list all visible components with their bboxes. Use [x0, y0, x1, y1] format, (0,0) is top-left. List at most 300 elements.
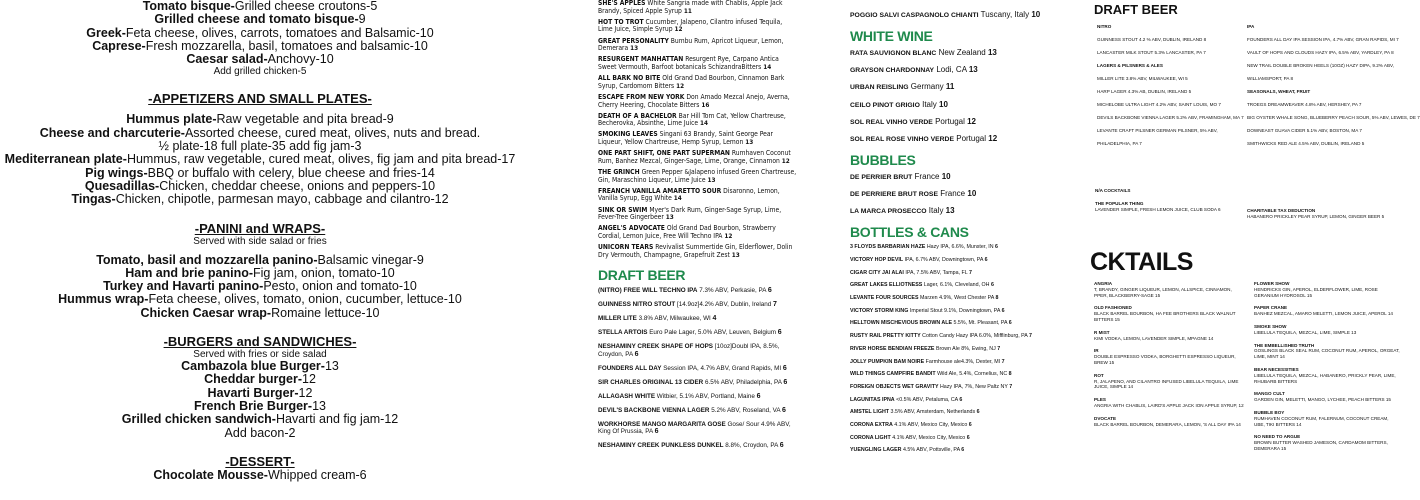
item-desc: Witbier, 5.1% ABV, Portland, Maine — [656, 392, 755, 400]
draft-line: MILLER LITE 3.8% ABV, MILWAUKEE, WI 5 — [1097, 75, 1188, 81]
item-name: FOUNDERS ALL DAY — [598, 364, 662, 372]
item-price: 6 — [756, 392, 761, 400]
bubbles-item — [850, 172, 1070, 182]
item-name: GRAYSON CHARDONNAY — [850, 67, 935, 75]
item-price: 13 — [745, 138, 754, 147]
na-cocktails — [1095, 188, 1245, 213]
item-name: Havarti Burger- — [207, 385, 299, 400]
item-price: 6 — [781, 406, 786, 414]
item-desc: 8.8%, Croydon, PA — [725, 442, 778, 450]
item-desc: LIBELULA TEQUILA, MEZCAL, HABANERO, PRICKLY PEAR, LIME, RHUBARB BITTERS — [1254, 372, 1396, 384]
item-name: BUBBLE BOY — [1254, 409, 1285, 415]
item-name: ALLAGASH WHITE — [598, 392, 656, 400]
draft-line: DOWNEAST GUAVA CIDER 5.1% ABV, BOSTON, MA 7 — [1247, 127, 1362, 133]
wine-item — [850, 65, 1070, 75]
cocktails-left-column — [1094, 281, 1244, 434]
draft-line: MICHELOBE ULTRA LIGHT 4.2% ABV, SAINT LOUIS, MO 7 — [1097, 101, 1221, 107]
burgers-title: -BURGERS and SANDWICHES- — [163, 334, 357, 350]
item-desc: Brown Ale 8%, Ewing, NJ — [935, 345, 996, 352]
draft-line: LEVANTE CRAFT PILSNER GERMAN PILSNER, 5% ABV, — [1097, 127, 1218, 133]
item-price: 12 — [781, 156, 790, 165]
na-right-item: CHARITABLE TAX DEDUCTION HABANERO PRICKLEY PEAR SYRUP, LEMON, GINGER BEER 5 — [1247, 208, 1385, 219]
cocktail-item — [1094, 330, 1244, 342]
item-desc: Gose/ Sour 4.9% ABV, King Of Prussia, PA — [598, 420, 791, 436]
item-name: NESHAMINY CREEK SHAPE OF HOPS — [598, 343, 713, 351]
item-name: DE PERRIERE BRUT ROSE — [850, 191, 938, 199]
item-desc: GOSLINGS BLACK SEAL RUM, COCONUT RUM, APEROL, ORGEAT, LIME, MINT 14 — [1254, 348, 1400, 360]
bottle-item — [850, 384, 1070, 390]
item-desc: ½ plate-18 full plate-35 add fig jam-3 — [158, 139, 362, 154]
item-desc: Chicken, cheddar cheese, onions and peppers-10 — [159, 178, 436, 193]
item-desc: 4.1% ABV, Mexico City, Mexico — [892, 434, 966, 441]
wine-item — [850, 82, 1070, 92]
item-price: 6 — [783, 378, 788, 386]
item-desc: Old Grand Dad Bourbon, Strawberry Cordial, Lemon Juice, Free Will Techno IPA — [598, 224, 776, 240]
bar-menu-panel — [1090, 0, 1420, 500]
draft-line: TROEGS DREAMWEAVER 4.8% ABV, HERSHEY, PA 7 — [1247, 101, 1362, 107]
item-name: Hummus wrap- — [58, 292, 149, 307]
bottle-item — [850, 359, 1070, 365]
menu-item — [0, 280, 520, 293]
item-name: Ham and brie panino- — [125, 265, 254, 280]
item-name: MILLER LITE — [598, 315, 637, 323]
draft-line: SMITHWICKS RED ALE 4.5% ABV, DUBLIN, IRELAND 5 — [1247, 140, 1365, 146]
cocktail-item — [1094, 348, 1244, 365]
menu-item — [0, 193, 520, 206]
panini-subtitle: Served with side salad or fries — [193, 235, 327, 247]
menu-item — [0, 40, 520, 53]
menu-item — [0, 167, 520, 180]
draft-line: NEW TRAIL DOUBLE BROKEN HEELS (10OZ) HAZY DIPA, 9.2% ABV, — [1247, 62, 1394, 68]
item-desc: Hazy IPA, 7%, New Paltz NY — [939, 383, 1008, 390]
menu-item — [0, 13, 520, 26]
appetizers-list — [0, 113, 520, 206]
item-name: LEVANTE FOUR SOURCES — [850, 295, 919, 302]
item-name: Quesadillas- — [84, 178, 160, 193]
cocktail-item — [598, 150, 798, 165]
item-desc: Marzen 4.9%, West Chester PA — [919, 295, 994, 302]
item-price: 14 — [763, 62, 772, 71]
menu-item — [0, 254, 520, 267]
menu-item — [0, 153, 520, 166]
item-desc: Feta cheese, olives, carrots, tomatoes and Balsamic-10 — [125, 25, 434, 40]
menu-item — [0, 127, 520, 140]
bottle-item — [850, 409, 1070, 415]
item-name: RATA SAUVIGNON BLANC — [850, 50, 937, 57]
draft-beer-list — [598, 287, 798, 449]
cocktail-list — [598, 0, 798, 259]
item-name: FREANCH VANILLA AMARETTO SOUR — [598, 186, 722, 195]
item-desc: Imperial Stout 9.1%, Downingtown, PA — [909, 307, 1001, 314]
item-desc: Old Grand Dad Bourbon, Cinnamon Bark Syrup, Cardomom Bitters — [598, 74, 785, 90]
item-desc: Fig jam, onion, tomato-10 — [253, 265, 395, 280]
cocktail-item — [598, 19, 798, 34]
cocktail-item — [1254, 305, 1400, 317]
item-name: WORKHORSE MANGO MARGARITA GOSE — [598, 420, 726, 428]
item-desc: Tuscany, Italy — [980, 10, 1030, 19]
cocktail-item — [598, 56, 798, 71]
item-name: STELLA ARTOIS — [598, 329, 648, 337]
item-desc: BBQ or buffalo with celery, blue cheese and fries-14 — [147, 165, 435, 180]
bottle-item — [850, 422, 1070, 428]
item-name: Caprese- — [92, 38, 146, 53]
item-name: Cheese and charcuterie- — [39, 125, 185, 140]
item-desc: Portugal — [935, 116, 965, 126]
item-desc: 9 — [358, 12, 366, 27]
item-name: YUENGLING LAGER — [850, 447, 902, 454]
item-desc: Pesto, onion and tomato-10 — [263, 279, 417, 294]
cocktail-item — [598, 244, 798, 259]
cocktail-item — [598, 94, 798, 109]
item-desc: 7.3% ABV, Perkasie, PA — [699, 287, 767, 295]
item-desc: GARDEN GIN, MELETTI, MANGO, LYCHEE, PEACH BITTERS 15 — [1254, 397, 1391, 403]
item-name: DEVIL'S BACKBONE VIENNA LAGER — [598, 406, 710, 414]
item-name: CORONA EXTRA — [850, 421, 893, 428]
item-desc: Chicken, chipotle, parmesan mayo, cabbage and cilantro-12 — [115, 192, 449, 207]
item-name: ONE PART SHIFT, ONE PART SUPERMAN — [598, 149, 730, 158]
item-price: 6 — [779, 442, 784, 450]
item-name: Pig wings- — [85, 165, 148, 180]
menu-item — [0, 413, 520, 426]
item-desc: Portugal — [956, 133, 987, 143]
item-name: FOREIGN OBJECTS WET GRAVITY — [850, 383, 939, 390]
item-name: Tingas- — [71, 192, 116, 207]
item-desc: Cucumber, Jalapeno, Cilantro infused Tequila, Lime Juice, Simple Syrup — [598, 17, 783, 34]
item-desc: BLACK BARREL BOURBON, HA FEE BROTHERS BLACK WALNUT BITTERS 15 — [1094, 311, 1236, 322]
item-name: 3 FLOYDS BARBARIAN HAZE — [850, 244, 926, 251]
item-name: HELLTOWN MISCHEVIOUS BROWN ALE — [850, 320, 953, 327]
item-price: 4 — [712, 315, 717, 323]
menu-item — [0, 0, 520, 13]
cocktail-item — [1094, 416, 1244, 428]
draft-line: FOUNDERS ALL DAY IPA SESSION IPA, 4.7% ABV, GRAN RAPIDS, MI 7 — [1247, 36, 1399, 42]
item-desc: France — [914, 171, 940, 181]
draft-item — [598, 365, 798, 372]
cocktail-item — [1094, 305, 1244, 322]
item-desc: Bar Hill Tom Cat, Yellow Chartreuse, Becherovka, Absinthe, Lime Juice — [598, 111, 786, 128]
item-name: R MIST — [1094, 329, 1110, 335]
item-name: Cheddar burger- — [204, 372, 303, 387]
item-name: WILD THINGS CAMPFIRE BANDIT — [850, 371, 936, 378]
item-price: 7 — [968, 269, 972, 276]
bubbles-title: BUBBLES — [850, 151, 916, 168]
item-desc: BLACK BARREL BOURBON, DEMERARA, LEMON, 'S ALL DAY IPA 14 — [1094, 421, 1241, 427]
item-name: Chicken Caesar wrap- — [140, 305, 272, 320]
na-left-item: THE POPULAR THING LAVENDER SIMPLE, FRESH LEMON JUICE, CLUB SODA 6 — [1095, 200, 1221, 212]
item-name: OLD FASHIONED — [1094, 305, 1132, 311]
menu-item — [0, 373, 520, 386]
item-desc: Anchovy-10 — [267, 52, 334, 67]
draft-item — [598, 442, 798, 449]
item-desc: 4.5% ABV, Pottsville, PA — [902, 447, 960, 454]
item-price: 12 — [674, 25, 683, 34]
cocktail-item — [598, 75, 798, 90]
item-desc: Singani 63 Brandy, Saint George Pear Liqueur, Yellow Chartreuse, Hemp Syrup, Lemon — [598, 130, 773, 147]
item-desc: R, JALAPENO, AND CILANTRO INFUSED LIBELULA TEQUILA, LIME JUICE, SIMPLE 14 — [1094, 378, 1239, 390]
item-price: 13 — [731, 250, 740, 259]
draft-item — [598, 379, 798, 386]
menu-item — [0, 27, 520, 40]
item-desc: Feta cheese, olives, tomato, onion, cucumber, lettuce-10 — [148, 292, 462, 307]
draft-line: GUINNESS STOUT 4.2 % ABV, DUBLIN, IRELAND 8 — [1097, 36, 1207, 42]
item-price: 10 — [967, 189, 977, 199]
item-desc: Don Amado Mezcal Anejo, Averna, Cherry Heering, Chocolate Bitters — [598, 92, 790, 109]
item-desc: Italy — [922, 99, 937, 109]
dessert-title: -DESSERT- — [225, 453, 295, 469]
item-name: ANGRIA — [1094, 281, 1113, 286]
item-desc: 5.2% ABV, Roseland, VA — [711, 406, 781, 414]
item-price: 12 — [988, 133, 998, 143]
item-name: SINK OR SWIM — [598, 205, 648, 214]
bottle-item — [850, 371, 1070, 377]
item-desc: DOUBLE ESPRESSO VODKA, BORGHETTI ESPRESSO LIQUEUR, BREW 15 — [1094, 354, 1236, 365]
item-desc: [10oz]Doubl IPA, 8.5%, Croydon, PA — [598, 343, 780, 358]
item-name: ESCAPE FROM NEW YORK — [598, 92, 685, 101]
item-price: 13 — [945, 206, 955, 216]
item-name: BEAR NECESSITIES — [1254, 366, 1299, 372]
bottle-item — [850, 333, 1070, 339]
draft-beer-title: DRAFT BEER — [598, 267, 686, 284]
item-name: LAGUNITAS IPNA — [850, 396, 895, 403]
item-name: HOT TO TROT — [598, 17, 644, 26]
menu-item — [0, 53, 520, 66]
item-price: 7 — [1001, 358, 1005, 365]
item-price: 7 — [1009, 383, 1013, 390]
item-name: (NITRO) FREE WILL TECHNO IPA — [598, 287, 698, 295]
cocktail-item — [1094, 281, 1244, 298]
item-price: 13 — [665, 213, 674, 222]
item-desc: Assorted cheese, cured meat, olives, nuts and bread. — [184, 125, 481, 140]
item-price: 6 — [995, 244, 998, 251]
item-name: CEILO PINOT GRIGIO — [850, 101, 920, 109]
item-desc: New Zealand — [938, 48, 986, 57]
item-price: 7 — [773, 301, 777, 309]
item-name: SHE'S APPLES — [598, 0, 646, 7]
nitro-label: NITRO — [1097, 24, 1112, 29]
item-price: 14 — [700, 119, 709, 128]
bottle-item — [850, 282, 1070, 288]
bottle-item — [850, 435, 1070, 441]
item-desc: Revivalist Summertide Gin, Elderflower, Dolin Dry Vermouth, Champagne, Grapefruit Zest — [598, 243, 793, 259]
cocktail-item — [598, 207, 798, 222]
wine-item — [850, 134, 1070, 144]
draft-line: IPA — [1247, 24, 1255, 29]
item-price: 6 — [990, 282, 994, 289]
red-wine-list — [850, 10, 1070, 20]
item-name: SMOKE SHOW — [1254, 323, 1287, 329]
cocktails-draft-panel — [598, 0, 798, 500]
cocktail-item — [598, 131, 798, 146]
item-name: CORONA LIGHT — [850, 434, 891, 441]
item-name: Grilled chicken sandwich- — [121, 412, 276, 427]
bottles-title: BOTTLES & CANS — [850, 224, 969, 241]
item-name: Greek- — [86, 25, 126, 40]
cocktail-item — [1254, 367, 1400, 384]
cocktail-item — [1254, 391, 1400, 403]
item-desc: 6.5% ABV, Philadelphia, PA — [704, 378, 782, 386]
item-desc: Lager, 6.1%, Cleveland, OH — [923, 282, 990, 289]
menu-item — [0, 360, 520, 373]
draft-item — [598, 301, 798, 308]
cocktail-item — [1254, 410, 1400, 427]
na-title: N/A COCKTAILS — [1095, 188, 1131, 193]
menu-item — [0, 113, 520, 126]
item-price: 6 — [767, 287, 772, 295]
cocktail-item — [1254, 343, 1400, 360]
item-price: 6 — [959, 396, 963, 403]
item-price: 6 — [976, 409, 980, 416]
draft-item — [598, 407, 798, 414]
item-price: 10 — [1031, 10, 1041, 19]
item-desc: IPA, 7.5% ABV, Tampa, FL — [905, 269, 968, 276]
burgers-list — [0, 360, 520, 426]
item-price: 14 — [673, 194, 682, 203]
item-desc: Romaine lettuce-10 — [271, 305, 380, 320]
item-desc: Italy — [928, 206, 944, 216]
item-name: CIGAR CITY JAI ALAI — [850, 269, 904, 276]
item-name: MANGO CULT — [1254, 391, 1285, 397]
food-menu-panel — [0, 0, 520, 500]
menu-item — [0, 293, 520, 306]
bubbles-list — [850, 172, 1070, 216]
draft-line: BIG OYSTER WHALE SONG, BLUEBERRY PEACH SOUR, 5% ABV, LEWES, DE 7 — [1247, 114, 1420, 120]
item-desc: Grilled cheese croutons-5 — [234, 0, 378, 13]
bottle-item — [850, 397, 1070, 403]
item-desc: Green Pepper &Jalapeno infused Green Chartreuse, Gin, Maraschino Liqueur, Lime Juice — [598, 168, 797, 184]
item-name: Mediterranean plate- — [4, 152, 127, 167]
item-name: RUSTY RAIL PRETTY KITTY — [850, 333, 921, 340]
wine-item — [850, 117, 1070, 127]
draft-item — [598, 287, 798, 294]
item-price: 8 — [995, 295, 999, 302]
bottles-list — [850, 244, 1070, 453]
item-desc: Balsamic vinegar-9 — [317, 252, 424, 267]
cocktail-item — [1254, 281, 1400, 298]
item-name: IR — [1094, 348, 1099, 354]
item-desc: Havarti and fig jam-12 — [275, 412, 399, 427]
item-desc: 3.8% ABV, Milwaukee, WI — [638, 315, 711, 323]
item-name: NESHAMINY CREEK PUNKLESS DUNKEL — [598, 442, 724, 450]
cocktail-item — [1094, 397, 1244, 409]
draft-line: SEASONALS, WHEAT, FRUIT — [1247, 88, 1311, 94]
item-price: 13 — [630, 44, 639, 53]
draft-line: LANCASTER MILK STOUT 5.3% LANCASTER, PA 7 — [1097, 49, 1206, 55]
item-name: PLES — [1094, 397, 1106, 403]
item-name: RESURGENT MANHATTAN — [598, 55, 684, 64]
item-desc: 4.1% ABV, Mexico City, Mexico — [894, 421, 968, 428]
wine-bottles-panel — [850, 0, 1070, 500]
cocktail-item — [1254, 434, 1400, 451]
item-price: 11 — [945, 82, 955, 92]
item-desc: HENDRICKS GIN, APEROL, ELDERFLOWER, LIME, ROSE GERANIUM HYDROSOL 15 — [1254, 286, 1378, 298]
cocktail-item — [598, 38, 798, 53]
menu-item — [0, 140, 520, 153]
draft-line: LAGERS & PILSNERS & ALES — [1097, 62, 1163, 68]
item-desc: IPA, 6.7% ABV, Downingtown, PA — [904, 257, 984, 263]
item-name: ROT — [1094, 372, 1104, 378]
cocktails-right-column — [1254, 281, 1400, 459]
cocktail-item — [1094, 373, 1244, 390]
menu-item — [0, 180, 520, 193]
item-desc: Hummus, raw vegetable, cured meat, olives, fig jam and pita bread-17 — [126, 152, 516, 167]
bubbles-item — [850, 189, 1070, 199]
white-wine-title: WHITE WINE — [850, 28, 933, 44]
bottle-item — [850, 346, 1070, 352]
draft-line: WILLIAMSPORT, PA 8 — [1247, 75, 1294, 81]
wine-item — [850, 48, 1070, 58]
item-name: LA MARCA PROSECCO — [850, 208, 927, 216]
draft-item — [598, 343, 798, 358]
draft-line: HARP LAGER 4.3% AB, DUBLIN, IRELAND 5 — [1097, 88, 1192, 94]
item-desc: France — [940, 189, 966, 199]
cocktail-item — [598, 0, 798, 15]
burger-note: Add bacon-2 — [224, 425, 296, 440]
item-name: UNICORN TEARS — [598, 243, 654, 252]
item-desc: <0.5% ABV, Petaluma, CA — [896, 396, 958, 403]
item-desc: BROWN BUTTER WASHED JAMESON, CARDAMOM BITTERS, DEMERARA 15 — [1254, 440, 1388, 451]
item-name: Turkey and Havarti panino- — [103, 279, 264, 294]
menu-item — [0, 267, 520, 280]
item-name: DEATH OF A BACHELOR — [598, 111, 677, 120]
item-desc: [14.9oz]4.2% ABV, Dublin, Ireland — [676, 301, 772, 309]
item-desc: Raw vegetable and pita bread-9 — [216, 112, 394, 127]
item-price: 13 — [968, 65, 978, 75]
item-name: POGGIO SALVI CASPAGNOLO CHIANTI — [850, 12, 979, 19]
burgers-subtitle: Served with fries or side salad — [193, 349, 327, 361]
item-name: JOLLY PUMPKIN BAM NOIRE — [850, 358, 925, 365]
item-price: 6 — [984, 257, 988, 263]
cocktails-title: CKTAILS — [1090, 248, 1193, 276]
draft-right-column — [1247, 24, 1420, 154]
item-desc: Bumbu Rum, Apricot Liqueur, Lemon, Demerara — [598, 36, 784, 53]
item-price: 16 — [701, 100, 710, 109]
bubbles-item — [850, 206, 1070, 216]
item-desc: Rumhaven Coconut Rum, Banhez Mezcal, Ginger-Sage, Lime, Orange, Cinnamon — [598, 149, 791, 165]
draft-item — [598, 315, 798, 322]
item-name: DVOCATE — [1094, 415, 1117, 421]
item-name: GREAT PERSONALITY — [598, 36, 669, 45]
item-name: Tomato, basil and mozzarella panino- — [96, 252, 318, 267]
item-name: VICTORY HOP DEVIL — [850, 257, 904, 263]
item-price: 13 — [707, 175, 716, 184]
salad-note: Add grilled chicken-5 — [213, 66, 307, 78]
item-desc: Farmhouse ale4.3%, Dexter, MI — [925, 358, 1001, 365]
draft-item — [598, 393, 798, 400]
bottle-item — [850, 295, 1070, 301]
cocktail-item — [598, 188, 798, 203]
item-desc: 13 — [312, 398, 326, 413]
item-desc: 13 — [324, 359, 339, 374]
item-price: 6 — [654, 428, 659, 436]
item-name: SMOKING LEAVES — [598, 130, 658, 139]
salads-section — [0, 0, 520, 66]
item-desc: Euro Pale Lager, 5.0% ABV, Leuven, Belgium — [649, 329, 777, 337]
item-price: 12 — [724, 231, 733, 240]
item-price: 13 — [987, 48, 997, 57]
item-name: French Brie Burger- — [194, 398, 313, 413]
item-name: SOL REAL ROSE VINHO VERDE — [850, 135, 954, 143]
item-desc: 12 — [302, 372, 316, 387]
menu-item — [0, 307, 520, 320]
item-desc: Lodi, CA — [936, 65, 967, 75]
bottle-item — [850, 447, 1070, 453]
item-name: FLOWER SHOW — [1254, 281, 1290, 286]
item-desc: Myer's Dark Rum, Ginger-Sage Syrup, Lime, Fever-Tree Gingerbeer — [598, 205, 782, 222]
item-price: 12 — [967, 116, 977, 126]
item-price: 7 — [997, 345, 1001, 352]
item-price: 6 — [1001, 307, 1005, 314]
bottle-item — [850, 320, 1070, 326]
